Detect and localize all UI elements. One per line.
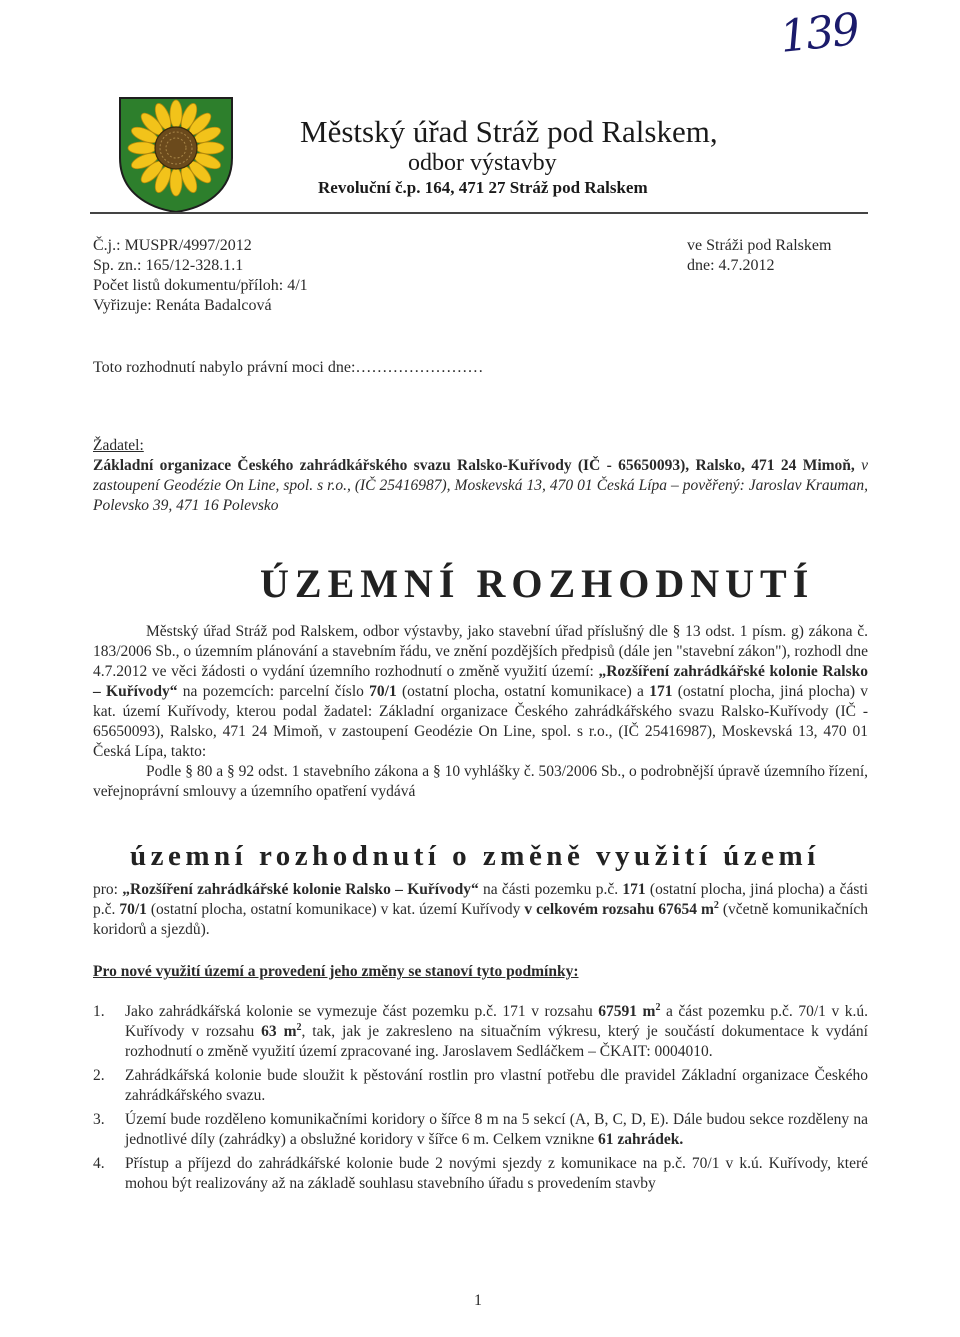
- list-item: [93, 1002, 868, 1062]
- handwritten-page-mark: 139: [777, 4, 861, 63]
- applicant-label: Žadatel:: [93, 437, 144, 454]
- office-name: Městský úřad Stráž pod Ralskem,: [300, 114, 718, 149]
- intro-block: [93, 622, 868, 802]
- item-text: , tak, jak je zakresleno na situačním výkresu, který je součástí dokumentace k vydání rozhodnutí o změně využití území zpracované ing. Jaroslavem Sedláčkem – ČKAIT: 0004010.: [125, 1023, 868, 1060]
- list-item: [93, 1066, 868, 1106]
- page-number: 1: [474, 1292, 482, 1309]
- garden-count: 61 zahrádek.: [598, 1131, 684, 1148]
- conditions-heading-text: Pro nové využití území a provedení jeho změny se stanoví tyto podmínky:: [93, 963, 579, 980]
- decision-title: územní rozhodnutí o změně využití území: [130, 840, 820, 872]
- item-text: Jako zahrádkářská kolonie se vymezuje část pozemku p.č. 171 v rozsahu: [125, 1003, 599, 1020]
- purpose-text: (včetně komunikačních koridorů a sjezdů).: [93, 901, 869, 938]
- list-item: [93, 1154, 868, 1194]
- list-item: [93, 1110, 868, 1150]
- item-text: Území bude rozděleno komunikačními koridory o šířce 8 m na 5 sekcí (A, B, C, D, E). Dále budou sekce rozděleny na jednotlivé díly (zahrádky) a obslužné koridory v šířce 6 m. Celkem vznikne: [125, 1111, 868, 1148]
- applicant-name: Základní organizace Českého zahrádkářského svazu Ralsko-Kuřívody (IČ - 65650093), Ralsko, 471 24 Mimoň,: [93, 457, 855, 474]
- conditions-list: [93, 1002, 868, 1198]
- total-area: v celkovém rozsahu 67654 m: [524, 901, 714, 918]
- intro-text: (ostatní plocha, jiná plocha) v kat. území Kuřívody, kterou podal žadatel: Základní organizace Českého zahrádkářského svazu Ralsko-Kuřívody (IČ - 65650093), Ralsko, 471 24 Mimoň, v zastoupení Geodézie On Line, spol. s r.o., (IČ 25416987), Moskevská 13, 470 01 Česká Lípa, takto:: [93, 683, 869, 760]
- project-name: „Rozšíření zahrádkářské kolonie Ralsko – Kuřívody“: [93, 663, 869, 700]
- coat-of-arms-logo: [118, 96, 234, 214]
- legal-force-line: Toto rozhodnutí nabylo právní moci dne:……………………: [93, 359, 484, 376]
- parcel-number: 171: [622, 881, 646, 898]
- applicant-block: [93, 436, 868, 516]
- item-number: 2.: [93, 1067, 105, 1084]
- intro-text: Městský úřad Stráž pod Ralskem, odbor výstavby, jako stavební úřad příslušný dle § 13 odst. 1 písm. g) zákona č. 183/2006 Sb., o územním plánování a stavebním řádu, ve znění pozdějších předpisů (dále jen "stavební zákon"), rozhodl dne 4.7.2012 ve věci žádosti o vydání územního rozhodnutí o změně využití území:: [93, 623, 868, 680]
- purpose-text: (ostatní plocha, jiná plocha) a části p.č.: [93, 881, 869, 918]
- item-text: a část pozemku p.č. 70/1 v k.ú. Kuřívody v rozsahu: [125, 1003, 868, 1040]
- document-title: ÚZEMNÍ ROZHODNUTÍ: [260, 561, 815, 606]
- intro-text: (ostatní plocha, ostatní komunikace) a: [396, 683, 650, 700]
- page-count: Počet listů dokumentu/příloh: 4/1: [93, 277, 308, 294]
- header-divider: [90, 212, 868, 214]
- superscript: 2: [655, 1001, 661, 1013]
- applicant-representative: v zastoupení Geodézie On Line, spol. s r.o., (IČ 25416987), Moskevská 13, 470 01 Česká Lípa – pověřený: Jaroslav Krauman, Polevsko 39, 471 16 Polevsko: [93, 457, 868, 514]
- handled-by: Vyřizuje: Renáta Badalcová: [93, 297, 272, 314]
- date: dne: 4.7.2012: [687, 257, 775, 274]
- parcel-number: 70/1: [369, 683, 397, 700]
- item-number: 1.: [93, 1003, 105, 1020]
- parcel-number: 171: [649, 683, 673, 700]
- item-text: Přístup a příjezd do zahrádkářské kolonie bude 2 novými sjezdy z komunikace na p.č. 70/1 v k.ú. Kuřívody, které mohou být realizovány až na základě souhlasu stavebního úřadu s provedením stavby: [125, 1155, 868, 1192]
- purpose-text: (ostatní plocha, ostatní komunikace) v kat. území Kuřívody: [146, 901, 525, 918]
- place: ve Stráži pod Ralskem: [687, 237, 832, 254]
- item-text: Zahrádkářská kolonie bude sloužit k pěstování rostlin pro vlastní potřebu dle pravidel Základní organizace Českého zahrádkářského svazu.: [125, 1067, 868, 1104]
- legal-basis-paragraph: Podle § 80 a § 92 odst. 1 stavebního zákona a § 10 vyhlášky č. 503/2006 Sb., o podrobnější úpravě územního řízení, veřejnoprávní smlouvy a územního opatření vydává: [93, 763, 868, 800]
- item-number: 4.: [93, 1155, 105, 1172]
- purpose-text: pro:: [93, 881, 123, 898]
- conditions-heading: [93, 962, 868, 982]
- purpose-block: [93, 880, 868, 940]
- superscript: 2: [296, 1021, 302, 1033]
- department-name: odbor výstavby: [408, 150, 557, 176]
- area-value: 67591 m: [598, 1003, 656, 1020]
- office-address: Revoluční č.p. 164, 471 27 Stráž pod Ralskem: [318, 178, 648, 197]
- area-value: 63 m: [261, 1023, 297, 1040]
- parcel-number: 70/1: [119, 901, 147, 918]
- item-number: 3.: [93, 1111, 105, 1128]
- superscript: 2: [713, 899, 719, 911]
- intro-text: na pozemcích: parcelní číslo: [177, 683, 370, 700]
- file-mark: Sp. zn.: 165/12-328.1.1: [93, 257, 244, 274]
- project-name: „Rozšíření zahrádkářské kolonie Ralsko – Kuřívody“: [122, 881, 479, 898]
- reference-number: Č.j.: MUSPR/4997/2012: [93, 237, 252, 254]
- purpose-text: na části pozemku p.č.: [478, 881, 623, 898]
